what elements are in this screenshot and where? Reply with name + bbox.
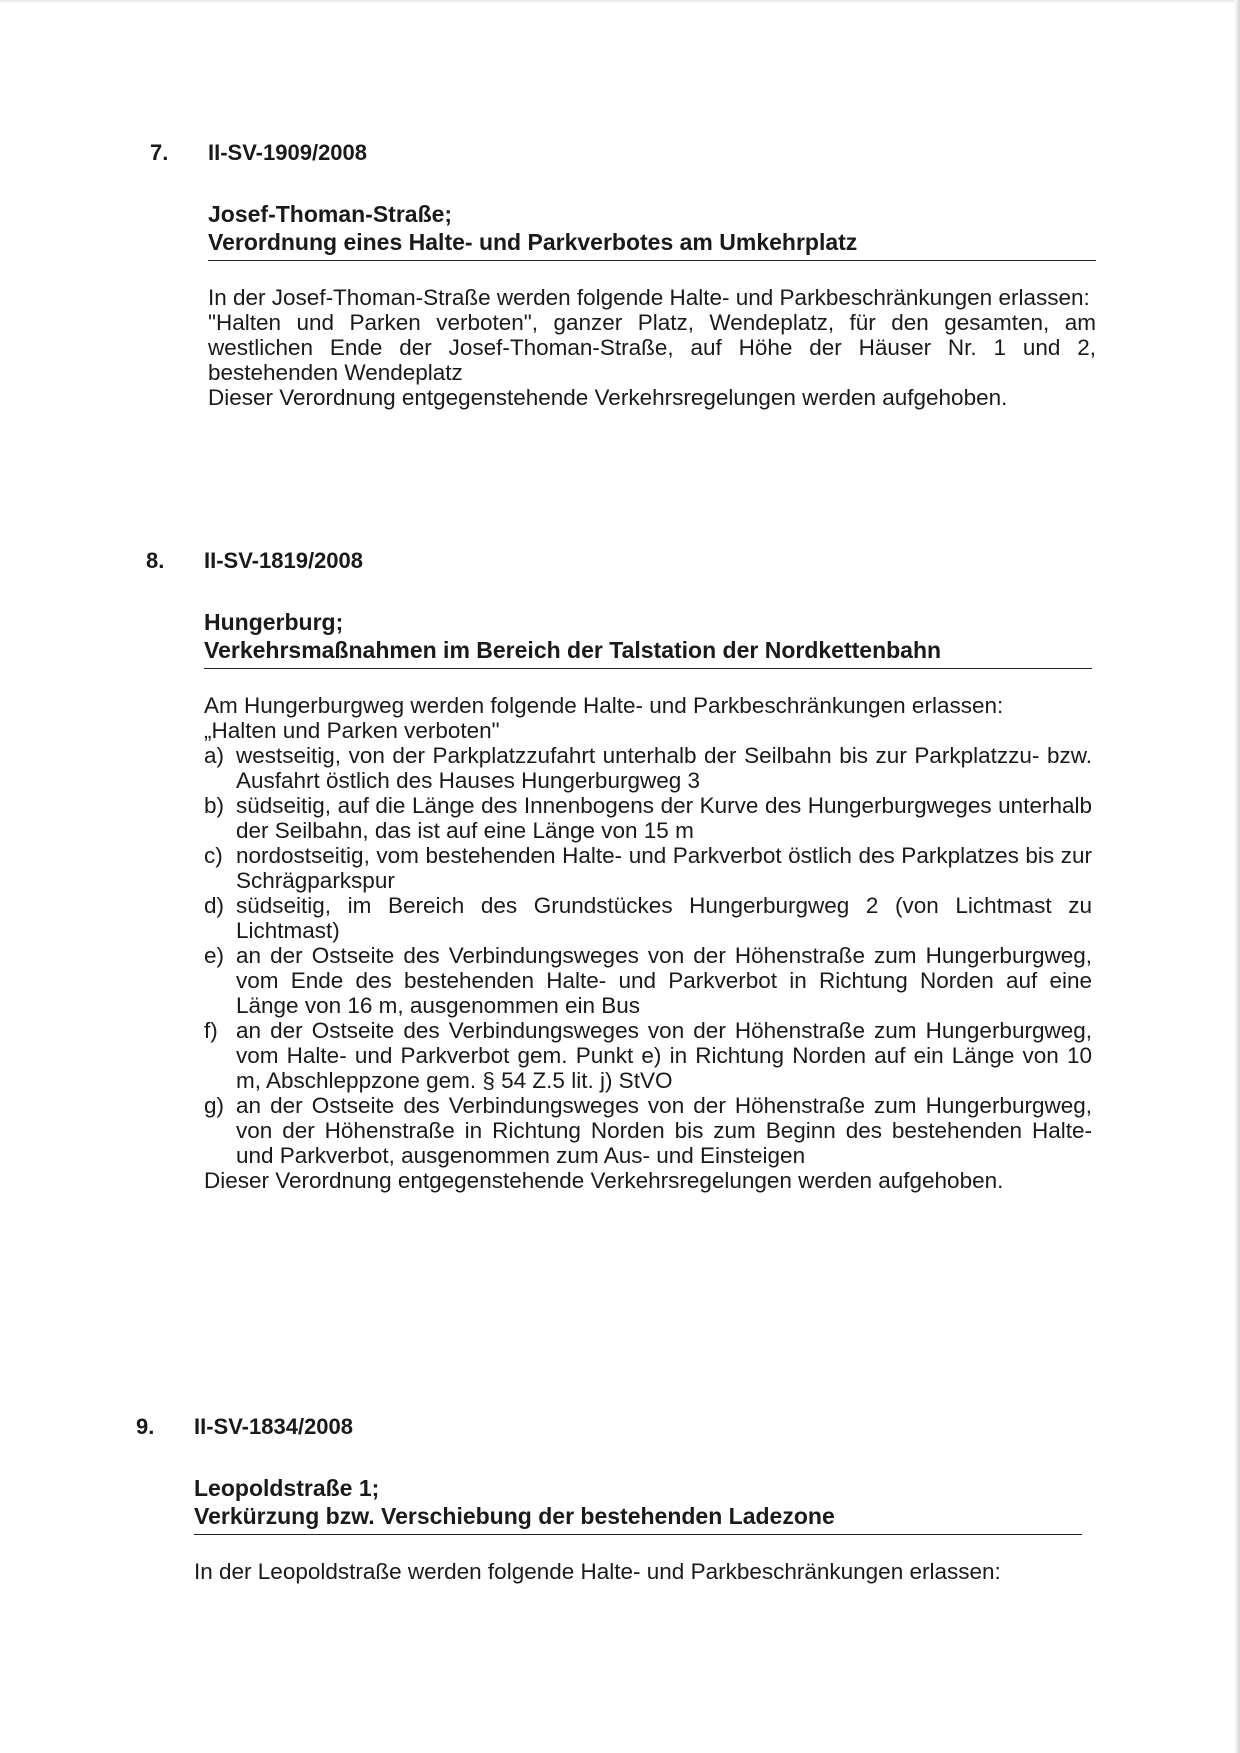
title-underline: [194, 1534, 1082, 1535]
section-code: II-SV-1819/2008: [204, 548, 364, 573]
section-8: [146, 548, 1092, 1193]
closing-text: Dieser Verordnung entgegenstehende Verkehrsregelungen werden aufgehoben.: [204, 1168, 1004, 1193]
list-item: [204, 943, 1092, 1018]
list-item-label: d): [204, 893, 225, 918]
title-line-1: Hungerburg;: [204, 609, 344, 635]
title-underline: [204, 668, 1092, 669]
section-number: 8.: [146, 548, 165, 573]
scan-edge-top: [0, 0, 1240, 3]
section-header: [146, 548, 1092, 580]
section-number: 7.: [150, 140, 169, 165]
section-title: [194, 1474, 1082, 1530]
list-item: [204, 1018, 1092, 1093]
section-header: [150, 140, 1096, 172]
title-line-2: Verkürzung bzw. Verschiebung der bestehenden Ladezone: [194, 1503, 835, 1529]
section-title: [204, 608, 1092, 664]
list-item: [204, 843, 1092, 893]
section-7: [150, 140, 1096, 410]
section-body: [208, 285, 1096, 410]
intro-text: Am Hungerburgweg werden folgende Halte- und Parkbeschränkungen erlassen:: [204, 693, 1004, 718]
list-item-label: c): [204, 843, 223, 868]
list-item: [204, 1093, 1092, 1168]
list-item: [204, 793, 1092, 843]
title-line-2: Verordnung eines Halte- und Parkverbotes am Umkehrplatz: [208, 229, 858, 255]
list-item-text: an der Ostseite des Verbindungsweges von der Höhenstraße zum Hungerburgweg, vom Halte- und Parkverbot gem. Punkt e) in Richtung Norden auf ein Länge von 10 m, Abschleppzone gem. § 54 Z.5 lit. j) StVO: [236, 1018, 1092, 1093]
list-item-label: a): [204, 743, 225, 768]
intro-text: In der Leopoldstraße werden folgende Halte- und Parkbeschränkungen erlassen:: [194, 1559, 1001, 1584]
list-item-label: b): [204, 793, 225, 818]
title-line-2: Verkehrsmaßnahmen im Bereich der Talstation der Nordkettenbahn: [204, 637, 942, 663]
scan-edge-right: [1234, 0, 1240, 1753]
restriction-list: [204, 743, 1092, 1168]
list-item-text: südseitig, auf die Länge des Innenbogens der Kurve des Hungerburgweges unterhalb der Seilbahn, das ist auf eine Länge von 15 m: [236, 793, 1092, 843]
section-code: II-SV-1909/2008: [208, 140, 368, 165]
quote-text: "Halten und Parken verboten", ganzer Platz, Wendeplatz, für den gesamten, am westlichen Ende der Josef-Thoman-Straße, auf Höhe der Häuser Nr. 1 und 2, bestehenden Wendeplatz: [208, 310, 1096, 385]
section-number: 9.: [136, 1414, 155, 1439]
title-underline: [208, 260, 1096, 261]
list-item-label: e): [204, 943, 225, 968]
list-item: [204, 743, 1092, 793]
intro-text: In der Josef-Thoman-Straße werden folgende Halte- und Parkbeschränkungen erlassen:: [208, 285, 1090, 310]
title-line-1: Josef-Thoman-Straße;: [208, 201, 453, 227]
list-item-label: g): [204, 1093, 225, 1118]
section-header: [136, 1414, 1082, 1446]
list-item-text: an der Ostseite des Verbindungsweges von der Höhenstraße zum Hungerburgweg, vom Ende des bestehenden Halte- und Parkverbot in Richtung Norden auf eine Länge von 16 m, ausgenommen ein Bus: [236, 943, 1092, 1018]
list-item: [204, 893, 1092, 943]
title-line-1: Leopoldstraße 1;: [194, 1475, 380, 1501]
section-code: II-SV-1834/2008: [194, 1414, 354, 1439]
list-item-text: an der Ostseite des Verbindungsweges von der Höhenstraße zum Hungerburgweg, von der Höhenstraße in Richtung Norden bis zum Beginn des bestehenden Halte- und Parkverbot, ausgenommen zum Aus- und Einsteigen: [236, 1093, 1092, 1168]
section-title: [208, 200, 1096, 256]
list-item-label: f): [204, 1018, 218, 1043]
quote-text: „Halten und Parken verboten": [204, 718, 500, 743]
list-item-text: südseitig, im Bereich des Grundstückes Hungerburgweg 2 (von Lichtmast zu Lichtmast): [236, 893, 1092, 943]
list-item-text: westseitig, von der Parkplatzzufahrt unterhalb der Seilbahn bis zur Parkplatzzu- bzw. Ausfahrt östlich des Hauses Hungerburgweg 3: [236, 743, 1092, 793]
list-item-text: nordostseitig, vom bestehenden Halte- und Parkverbot östlich des Parkplatzes bis zur Schrägparkspur: [236, 843, 1092, 893]
section-body: [194, 1559, 1082, 1584]
section-9: [136, 1414, 1082, 1584]
closing-text: Dieser Verordnung entgegenstehende Verkehrsregelungen werden aufgehoben.: [208, 385, 1008, 410]
section-body: [204, 693, 1092, 1193]
